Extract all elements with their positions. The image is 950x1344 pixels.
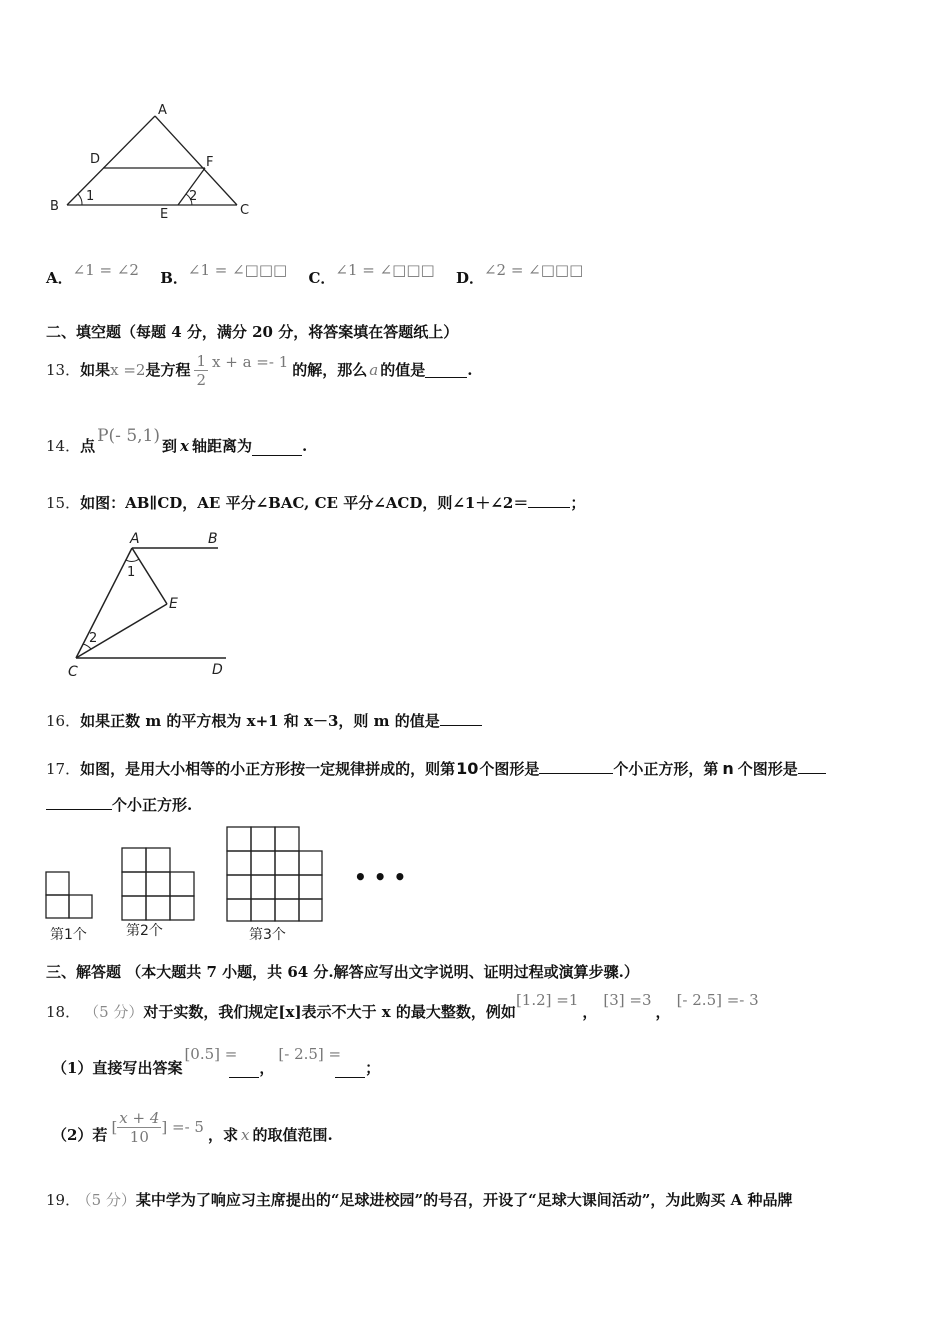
q18-number: 18．: [46, 1003, 81, 1021]
q14-text-3: 轴距离为: [191, 437, 252, 455]
q18-part-2-label: （2）若: [52, 1126, 108, 1144]
question-17-line-2: [46, 795, 192, 815]
option-b[interactable]: B．∠1 = ∠□□□: [160, 261, 288, 287]
q19-text: 某中学为了响应习主席提出的“足球进校园”的号召，开设了“足球大课间活动”，为此购买 A 种品牌: [135, 1191, 793, 1209]
q18-example-1: [1.2] =1: [515, 991, 579, 1009]
label-a: A: [130, 531, 140, 547]
label-e: E: [160, 207, 169, 222]
q18-part-2-bracket: [: [111, 1118, 118, 1136]
label-f: F: [206, 155, 214, 170]
q18-score: （5 分）: [84, 1003, 144, 1021]
q14-math-point: P(- 5,1): [97, 426, 160, 446]
q18-example-2: [3] =3: [603, 991, 652, 1009]
q18-example-3: [- 2.5] =- 3: [676, 991, 759, 1009]
square-pattern-figure-q17: [40, 822, 420, 946]
q18-part-1-end: ；: [365, 1059, 381, 1077]
label-angle-2: 2: [89, 631, 98, 646]
question-16: [46, 711, 482, 731]
q18-part-1-blank-2[interactable]: [335, 1063, 365, 1078]
q13-text-4: 的值是: [380, 361, 426, 379]
q14-text-2: 到: [162, 437, 178, 455]
q18-part-1-label: （1）直接写出答案: [52, 1059, 183, 1077]
q13-fraction: $\frac{1}{2}$: [196, 351, 207, 389]
q17-var-n: n: [722, 759, 734, 778]
caption-2: 第2个: [126, 923, 163, 939]
label-angle-1: 1: [86, 189, 95, 204]
side-ab: [67, 116, 155, 205]
q18-part-1-sep: ，: [259, 1059, 275, 1077]
label-e: E: [169, 596, 178, 612]
q18-part-2-var-x: x: [241, 1126, 250, 1144]
option-d[interactable]: D．∠2 = ∠□□□: [455, 261, 584, 287]
question-18-part-2: [52, 1104, 333, 1150]
q16-number: 16．: [46, 712, 81, 730]
q17-answer-blank-1[interactable]: [539, 759, 613, 774]
q15-text: 如图：AB∥CD，AE 平分∠BAC, CE 平分∠ACD，则∠1＋∠2＝: [80, 494, 529, 512]
ellipsis-dots: • • •: [354, 865, 407, 889]
question-13: [46, 348, 472, 392]
label-d: D: [212, 662, 223, 678]
label-a: A: [158, 103, 167, 118]
option-c[interactable]: C．∠1 = ∠□□□: [308, 261, 435, 287]
q17-answer-blank-2b[interactable]: [46, 795, 112, 810]
pattern-2: [122, 848, 194, 920]
q13-math-x: x =2: [110, 361, 146, 379]
q16-text: 如果正数 m 的平方根为 x+1 和 x－3，则 m 的值是: [80, 712, 440, 730]
q18-part-2-fraction: $\frac{x + 4}{10}$: [119, 1108, 160, 1146]
label-angle-2: 2: [189, 189, 198, 204]
q15-answer-blank[interactable]: [528, 493, 570, 508]
pattern-1: [46, 872, 92, 918]
q18-sep-2: ，: [655, 1003, 671, 1021]
label-b: B: [208, 531, 218, 547]
caption-1: 第1个: [50, 927, 87, 943]
q16-answer-blank[interactable]: [440, 711, 482, 726]
q13-answer-blank[interactable]: [425, 363, 467, 378]
q13-var-a: a: [369, 361, 379, 379]
q14-var-x: x: [180, 437, 189, 455]
q14-text-1: 点: [80, 437, 96, 455]
q15-end: ；: [570, 494, 586, 512]
label-d: D: [90, 152, 101, 167]
q17-answer-blank-2a[interactable]: [798, 759, 826, 774]
question-17-line-1: [46, 759, 826, 779]
q17-text-3: 个小正方形，第: [613, 760, 719, 778]
q18-part-1-expr-1: [0.5] =: [184, 1045, 238, 1063]
q18-part-2-text: ，求: [207, 1126, 238, 1144]
q17-text-4: 个图形是: [737, 760, 798, 778]
section-2-heading: 二、填空题（每题 4 分，满分 20 分，将答案填在答题纸上）: [46, 323, 459, 341]
q18-part-1-expr-2: [- 2.5] =: [278, 1045, 342, 1063]
q13-text-3: 的解，那么: [292, 361, 368, 379]
section-3-heading: 三、解答题 （本大题共 7 小题，共 64 分.解答应写出文字说明、证明过程或演算步骤.）: [46, 963, 639, 981]
q13-text-1: 如果: [80, 361, 111, 379]
segment-ae: [132, 548, 167, 604]
q19-number: 19．: [46, 1191, 81, 1209]
q13-number: 13．: [46, 361, 81, 379]
question-14: [46, 426, 308, 456]
angle-1-arc: [126, 559, 139, 561]
q17-text-2: 个图形是: [479, 760, 540, 778]
q19-score: （5 分）: [84, 1191, 136, 1209]
q13-end: .: [467, 361, 473, 379]
q15-number: 15．: [46, 494, 81, 512]
q18-part-2-text-2: 的取值范围.: [252, 1126, 333, 1144]
q14-end: .: [301, 437, 308, 455]
question-15: [46, 493, 585, 513]
option-a[interactable]: A．∠1 = ∠2: [46, 261, 139, 287]
q18-part-1-blank-1[interactable]: [229, 1063, 259, 1078]
q18-text-1: 对于实数，我们规定[x]表示不大于 x 的最大整数，例如: [143, 1003, 516, 1021]
q14-answer-blank[interactable]: [252, 441, 302, 456]
caption-3: 第3个: [249, 927, 286, 943]
q18-sep-1: ，: [582, 1003, 598, 1021]
q17-text-5: 个小正方形.: [112, 796, 193, 814]
label-angle-1: 1: [127, 565, 136, 580]
q17-number-10: 10: [456, 759, 479, 778]
question-19: [46, 1190, 793, 1210]
q13-text-2: 是方程: [145, 361, 191, 379]
triangle-figure-q12: [40, 100, 270, 225]
pattern-3: [227, 827, 322, 921]
q17-number: 17．: [46, 760, 81, 778]
q14-number: 14．: [46, 437, 81, 455]
q12-options: [46, 261, 584, 288]
q17-text-1: 如图，是用大小相等的小正方形按一定规律拼成的，则第: [80, 760, 456, 778]
label-c: C: [240, 203, 250, 218]
parallel-lines-figure-q15: [62, 526, 242, 681]
question-18: [46, 986, 759, 1022]
label-c: C: [68, 664, 78, 680]
q18-part-2-rhs: ] =- 5: [161, 1118, 204, 1136]
question-18-part-1: [52, 1042, 380, 1078]
q13-math-equation: x + a =- 1: [212, 353, 289, 371]
angle-1-arc: [78, 194, 82, 205]
label-b: B: [50, 199, 59, 214]
